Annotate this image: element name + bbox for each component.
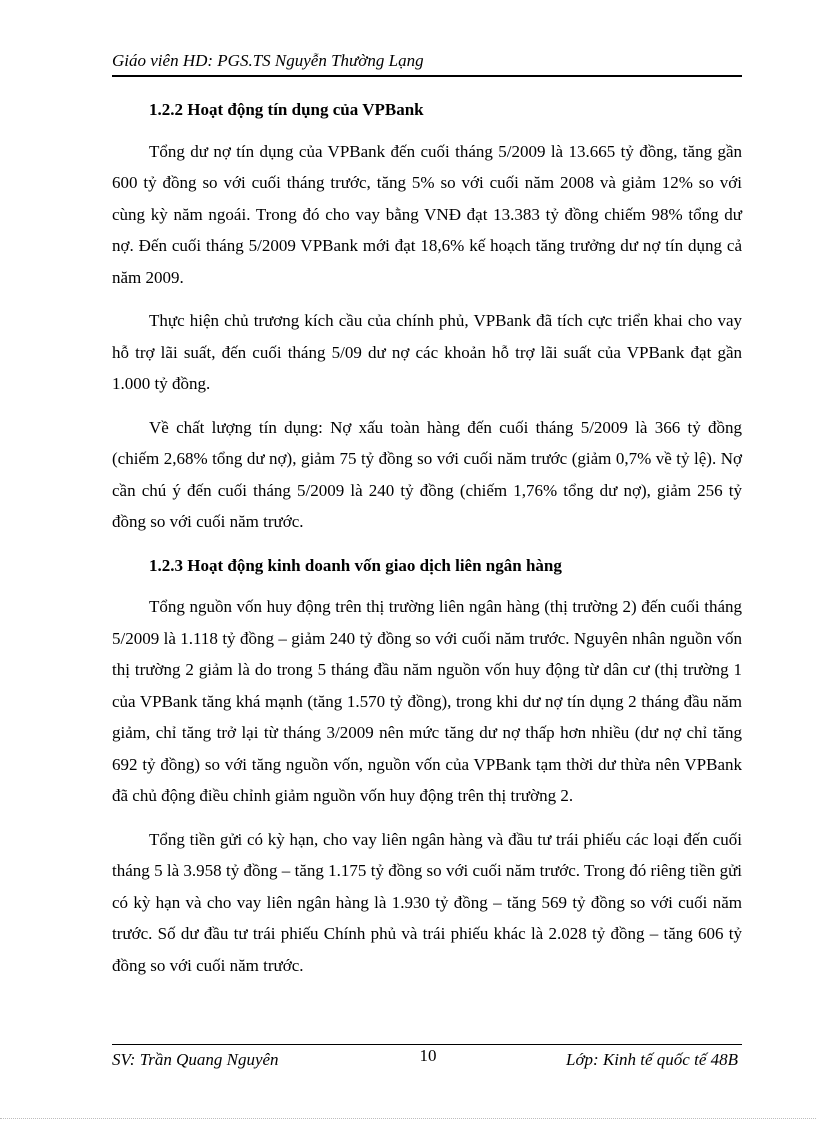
footer-divider xyxy=(112,1044,742,1045)
footer-student: SV: Trần Quang Nguyên xyxy=(112,1050,279,1069)
section-heading: 1.2.2 Hoạt động tín dụng của VPBank xyxy=(149,100,424,119)
main-content xyxy=(112,94,742,993)
section-heading: 1.2.3 Hoạt động kinh doanh vốn giao dịch liên ngân hàng xyxy=(149,555,562,575)
footer-class: Lớp: Kinh tế quốc tế 48B xyxy=(566,1050,738,1069)
page-number: 10 xyxy=(419,1046,437,1065)
paragraph: Thực hiện chủ trương kích cầu của chính phủ, VPBank đã tích cực triển khai cho vay hỗ trợ lãi suất, đến cuối tháng 5/09 dư nợ các khoản hỗ trợ lãi suất của VPBank đạt gần 1.000 tỷ đồng. xyxy=(112,311,742,393)
paragraph: Tổng dư nợ tín dụng của VPBank đến cuối tháng 5/2009 là 13.665 tỷ đồng, tăng gần 600 tỷ đồng so với cuối tháng trước, tăng 5% so với cuối năm 2008 và giảm 12% so với cùng kỳ năm ngoái. Trong đó cho vay bằng VNĐ đạt 13.383 tỷ đồng chiếm 98% tổng dư nợ. Đến cuối tháng 5/2009 VPBank mới đạt 18,6% kế hoạch tăng trưởng dư nợ tín dụng cả năm 2009. xyxy=(112,141,742,287)
page-edge-divider xyxy=(0,1118,816,1119)
paragraph: Về chất lượng tín dụng: Nợ xấu toàn hàng đến cuối tháng 5/2009 là 366 tỷ đồng (chiếm 2,68% tổng dư nợ), giảm 75 tỷ đồng so với cuối năm trước (giảm 0,7% về tỷ lệ). Nợ cần chú ý đến cuối tháng 5/2009 là 240 tỷ đồng (chiếm 1,76% tổng dư nợ), giảm 256 tỷ đồng so với cuối năm trước. xyxy=(112,417,742,531)
section-interbank xyxy=(112,550,742,982)
header-divider xyxy=(112,75,742,77)
paragraph: Tổng nguồn vốn huy động trên thị trường liên ngân hàng (thị trường 2) đến cuối tháng 5/2009 là 1.118 tỷ đồng – giảm 240 tỷ đồng so với cuối năm trước. Nguyên nhân nguồn vốn thị trường 2 giảm là do trong 5 tháng đầu năm nguồn vốn huy động từ dân cư (thị trường 1 của VPBank tăng khá mạnh (tăng 1.570 tỷ đồng), trong khi dư nợ tín dụng 2 tháng đầu năm giảm, chỉ tăng trở lại từ tháng 3/2009 nên mức tăng dư nợ thấp hơn nhiều (dư nợ chỉ tăng 692 tỷ đồng) so với tăng nguồn vốn, nguồn vốn của VPBank tạm thời dư thừa nên VPBank đã chủ động điều chỉnh giảm nguồn vốn huy động trên thị trường 2. xyxy=(112,597,742,805)
section-credit xyxy=(112,94,742,538)
paragraph: Tổng tiền gửi có kỳ hạn, cho vay liên ngân hàng và đầu tư trái phiếu các loại đến cuối tháng 5 là 3.958 tỷ đồng – tăng 1.175 tỷ đồng so với cuối năm trước. Trong đó riêng tiền gửi có kỳ hạn và cho vay liên ngân hàng là 1.930 tỷ đồng – tăng 569 tỷ đồng so với cuối năm trước. Số dư đầu tư trái phiếu Chính phủ và trái phiếu khác là 2.028 tỷ đồng – tăng 606 tỷ đồng so với cuối năm trước. xyxy=(112,829,742,975)
header-supervisor: Giáo viên HD: PGS.TS Nguyễn Thường Lạng xyxy=(112,51,424,70)
